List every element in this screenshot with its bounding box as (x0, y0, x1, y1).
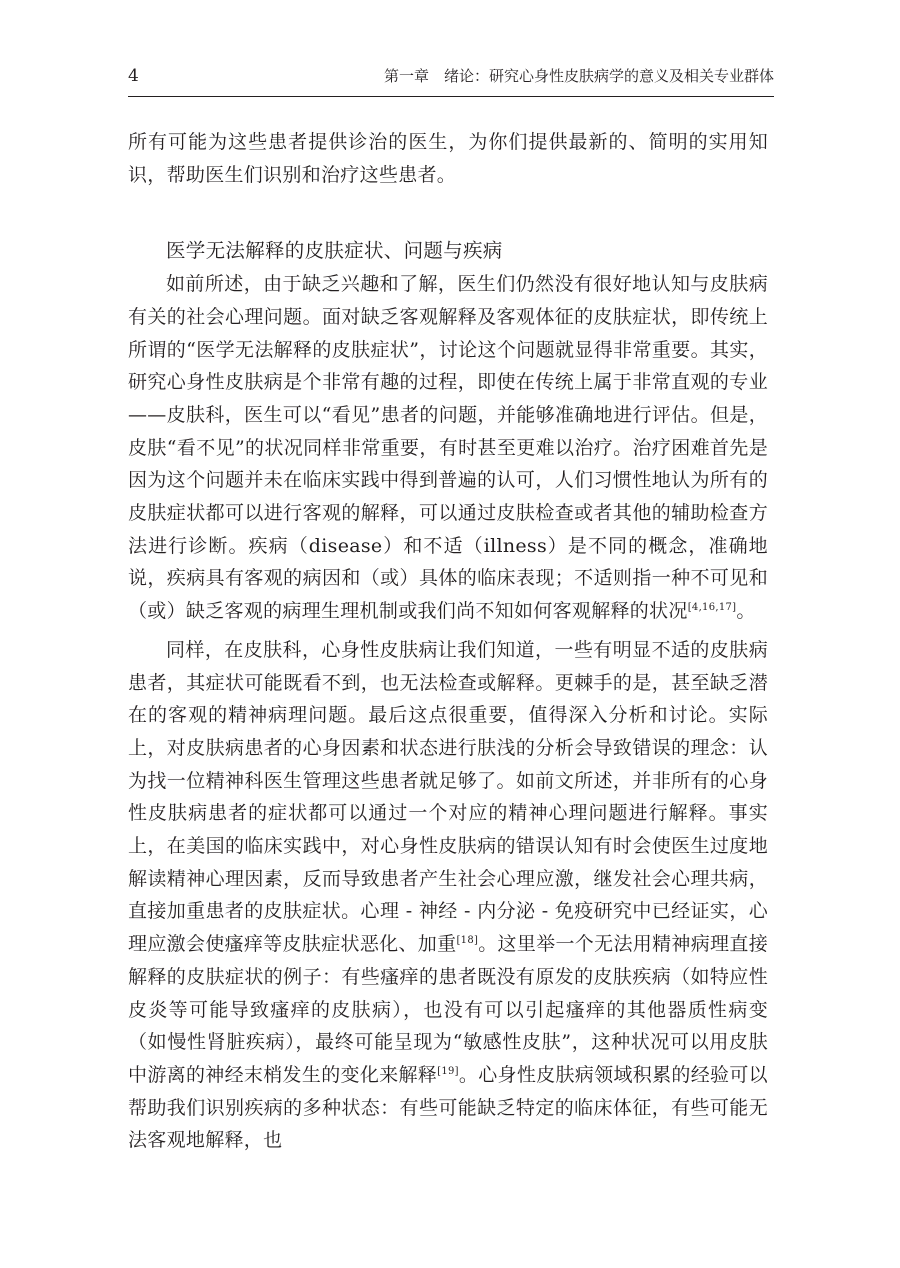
citation-4-16-17: [4,16,17] (687, 602, 737, 614)
body-paragraph-2 (128, 634, 768, 1157)
paragraph-1-end: 。 (736, 600, 756, 623)
citation-19: [19] (437, 1065, 459, 1077)
intro-paragraph: 所有可能为这些患者提供诊治的医生，为你们提供最新的、简明的实用知识，帮助医生们识别和治疗这些患者。 (128, 131, 768, 186)
page-body (128, 126, 768, 1157)
paragraph-1-text: 如前所述，由于缺乏兴趣和了解，医生们仍然没有很好地认知与皮肤病有关的社会心理问题。面对缺乏客观解释及客观体征的皮肤症状，即传统上所谓的“医学无法解释的皮肤症状”，讨论这个问题就显得非常重要。其实，研究心身性皮肤病是个非常有趣的过程，即使在传统上属于非常直观的专业——皮肤科，医生可以“看见”患者的问题，并能够准确地进行评估。但是，皮肤“看不见”的状况同样非常重要，有时甚至更难以治疗。治疗困难首先是因为这个问题并未在临床实践中得到普遍的认可，人们习惯性地认为所有的皮肤症状都可以进行客观的解释，可以通过皮肤检查或者其他的辅助检查方法进行诊断。疾病（disease）和不适（illness）是不同的概念，准确地说，疾病具有客观的病因和（或）具体的临床表现；不适则指一种不可见和（或）缺乏客观的病理生理机制或我们尚不知如何客观解释的状况 (128, 273, 768, 623)
body-paragraph-1 (128, 268, 768, 628)
header-rule (128, 96, 774, 97)
section-heading: 医学无法解释的皮肤症状、问题与疾病 (166, 239, 503, 263)
page-number: 4 (128, 66, 139, 86)
paragraph-2-text-a: 同样，在皮肤科，心身性皮肤病让我们知道，一些有明显不适的皮肤病患者，其症状可能既看不到，也无法检查或解释。更棘手的是，甚至缺乏潜在的客观的精神病理问题。最后这点很重要，值得深入分析和讨论。实际上，对皮肤病患者的心身因素和状态进行肤浅的分析会导致错误的理念：认为找一位精神科医生管理这些患者就足够了。如前文所述，并非所有的心身性皮肤病患者的症状都可以通过一个对应的精神心理问题进行解释。事实上，在美国的临床实践中，对心身性皮肤病的错误认知有时会使医生过度地解读精神心理因素，反而导致患者产生社会心理应激，继发社会心理共病，直接加重患者的皮肤症状。心理 - 神经 - 内分泌 - 免疫研究中已经证实，心理应激会使瘙痒等皮肤症状恶化、加重 (128, 638, 768, 956)
paragraph-2-text-c: 。心身性皮肤病领域积累的经验可以帮助我们识别疾病的多种状态：有些可能缺乏特定的临床体征，有些可能无法客观地解释，也 (128, 1063, 768, 1152)
chapter-title: 第一章 绪论：研究心身性皮肤病学的意义及相关专业群体 (383, 67, 774, 85)
citation-18: [18] (456, 935, 479, 947)
paragraph-2-text-b: 。这里举一个无法用精神病理直接解释的皮肤症状的例子：有些瘙痒的患者既没有原发的皮肤疾病（如特应性皮炎等可能导致瘙痒的皮肤病），也没有可以引起瘙痒的其他器质性病变（如慢性肾脏疾病），最终可能呈现为“敏感性皮肤”，这种状况可以用皮肤中游离的神经末梢发生的变化来解释 (128, 933, 768, 1086)
running-header (128, 64, 774, 94)
